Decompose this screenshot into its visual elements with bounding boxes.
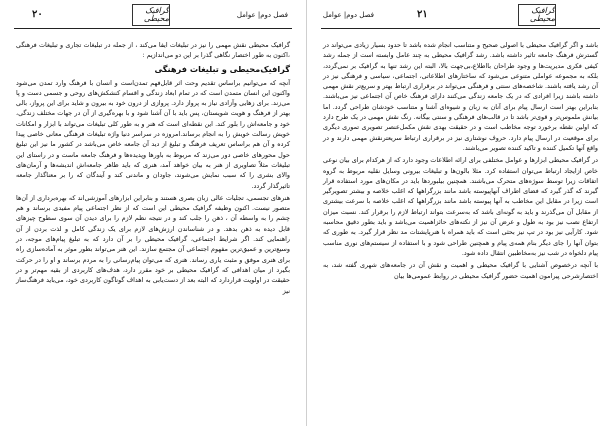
logo-emblem: گرافیک محیطی: [132, 4, 170, 26]
paragraph: هنرهای تجسمی، تجلیات عالی زبان بصری هستند و بنابراین ابزارهای آموزشی‌اند که بهره‌برداری از آن‌ها متصور نیست. اکنون وظیفه گرافیک محیطی این است که از نظر اجتماعی پیام مفیدی برساند و هم چشم را به واسطه آن ، ذهن را جلب کند و در نتیجه نظم لازم را برای دیدن آن سوی سطوح چیزهای قابل دیده به ذهن بدهد. و در شناساندن ارزش‌های لازم برای یک زندگی کامل و لذت بردن از آن راهنمایی کند. اگر شرایط اجتماعی، گرافیک محیطی را بر آن دارد که به تبلیغ پیام‌های موجه، در وسیع‌ترین و عمیق‌ترین مفهوم اجتماعی آن مجتمع سازند. این هنر می‌تواند بطور موثر به آماده‌سازی راه برای هنری موفق و مثبت یاری رساند. هنری که می‌توان پیام‌رسانی را به مردم برساند و او را در حرکت بگیرد از میان اهدافی که گرافیک محیطی بر خود مقرر دارد، هدف‌های کاربردی از بقیه مهم‌تر و در حقیقت در اولویت قراردارد که البته بعد از دست‌یابی به اهداف گوناگون کاربردی خود، می‌باید فرهنگ‌ساز نیز: [16, 193, 290, 295]
page-number: ۲۰: [32, 9, 43, 20]
paragraph: در گرافیک محیطی ابزارها و عوامل مختلفی برای ارائه اطلاعات وجود دارد که از هرکدام برای بیان نوعی خاص ازایجاد ارتباط می‌توان استفاده کرد. مثلا بالون‌ها و تبلیغات بیرونی وسایل نقلیه مربوط به گروه اتفاقات زیرا توسط سوژه‌های متحرک می‌باشند. همچنین بیلبوردها باید در مکان‌های مورد استفاده قرار گیرند که گذر گیرد که فضای اطراف آنهاپیوسته باشد مانند بزرگراهها که اغلب خلاصه و بیشتر تصویرگیر است زیرا در مقابل این مخاطب به آنها پیوسته باشد مانند بزرگراهها که اغلب خلاصه با سرعت بیشتری از مقابل آن می‌گذرند و باید به گونه‌ای باشد که به‌سرعت بتواند ارتباط لازم را برقرار کند. نسبت میزان ارتفاع نصب نیز بود به طول و عرض آن نیز از نکته‌های حائزاهمیت می‌باشد و باید بطور دقیق محاسبه شود. کارآیی نیز بود در تپ نیز بحثی است که باید همراه با هنرپایشتات مد نظر قرار گیرد. به طوری که بتوان آنها را جای دیگر بنام همه‌ی پیام و همچنین طراحی شود و با استفاده از سیستم‌های نوری مناسب پیام دلخواه در شب نیز به‌مخاطبین انتقال داده شود.: [323, 156, 598, 257]
paragraph: باشد و اگر گرافیک محیطی با اصولی صحیح و متناسب انجام شده باشد تا حدود بسیار زیادی می‌تواند در گسترش فرهنگ جامعه تاثیر داشته باشد. رشد گرافیک محیطی به چند عامل وابسته است از جمله رشد کیفی فکری مدیریت‌ها و وجود طراحان بااطلاع،بی‌جهت بالا، البته این رشد تنها به گرافیک بر نمی‌گردد، بلکه به مجموعه عواملی متنوعی می‌شود که ساختارهای اطلاعاتی، اجتماعی، سیاسی و فرهنگی نیز در آن رشد یافته باشند. شاخصه‌های سنتی و فرهنگی می‌تواند در برقراری ارتباط بهتر و سریع‌تر نقش مهمی داشته باشند زیرا افرادی که در یک جامعه زندگی می‌کنند دارای فرهنگ خاص آن اجتماعی نیز می‌باشند. بنابراین بهتر است ارسال پیام برای آنان به زبان و شیوه‌ای آشنا و متناسب خودشان طراحی گردد. اما بیانش ملموس‌تر و قوی‌تر باشد تا در قالب‌های فرهنگی و سنتی بیگانه. رنگ نقش مهمی در یک طرح دارد که اولین نقطه برخورد توجه مخاطب است و در حقیقت بهدی نقش مکمل‌عنصر تصویری تموری دیگری برای موقعیت در ارسال پیام دارد. حروف نوشتاری نیز در برقراری ارتباط سریعترنقش مهمی دارند و در واقع آنها تکمیل کننده و تاکید کننده تصویر می‌باشند.: [323, 41, 598, 152]
paragraph: آنچه که می‌توانیم براساس تقدیم وحت اثر قابل‌فهم تمدن‌است و انسان با فرهنگ وارد تمدن می‌شود واکنون این انسان متمدن است که در تمام ابعاد زندگی و اقسام کنشکش‌های روحی و جسمی دست و پا می‌زند. برای زهایی وآزادی نیاز به پرواز دارد. پروازی از درون خود به بیرون و شاید برای این پرواز، بالی بهتر از فرهنگ و هویت شویستان، پس باید با آن آشنا شود و با بهره‌گیری از آن در جهات مختلف زندگی، خود و جامعه‌اش را بلور کند. این نقطه‌ای است که هنر و به طور کلی تبلیغات می‌تواند با ابزار و امکانات خویش رسالت خویش را به انجام برساند.امروزه در سراسر دنیا واژه تبلیغات فرهنگی معانی خاصی پیدا کرده و آن هم براساس تعریف فرهنگ و تبلیغ از دید آن جامعه خاص می‌باشد در کشور ما نیز این تبلیغ حول محورهای خاصی دور می‌زند که مربوط به باورها وپدیده‌ها و فرهنگ جامعه ماست و در راستای این تبلیغات مثلاً تصاویری از هنر به بیان خواهد آمد، هنری که باید ظاهر جامعه‌اش اندیشه‌ها و آرمان‌های والای بشری را که سبب نمایش می‌شوند، جاودان و ماندنی کند و آیندگان که را بر معناگذار جامعه تاثیرگذار گردد.: [16, 78, 290, 190]
chapter-title: فصل دوم| عوامل: [236, 11, 288, 19]
page-header: [14, 4, 292, 29]
chapter-title: فصل دوم| عوامل: [322, 11, 374, 19]
page-header: [321, 4, 600, 29]
section-heading: گرافیک‌محیطی و تبلیغات فرهنگی: [154, 63, 290, 74]
right-page: [307, 0, 614, 426]
paragraph: گرافیک محیطی نقش مهمی را نیز در تبلیغات ایفا می‌کند ، از جمله در تبلیغات تجاری و تبلیغات فرهنگی ،اکنون به طور اختصار نگاهی گذرا بر این دو می‌اندازیم :: [16, 41, 290, 60]
page-number: ۲۱: [417, 9, 428, 20]
page-body: [16, 40, 290, 418]
paragraph: با آنچه درخصوص آشنایی با گرافیک محیطی و اهمیت و نقش آن در جامعه‌های شهری گفته شد، به اختصارشرحی پیرامون اهمیت حضور گرافیک محیطی در روابط عمومی‌ها بیان: [323, 261, 598, 280]
page-body: [323, 40, 598, 418]
logo-emblem: گرافیک محیطی: [518, 4, 556, 26]
